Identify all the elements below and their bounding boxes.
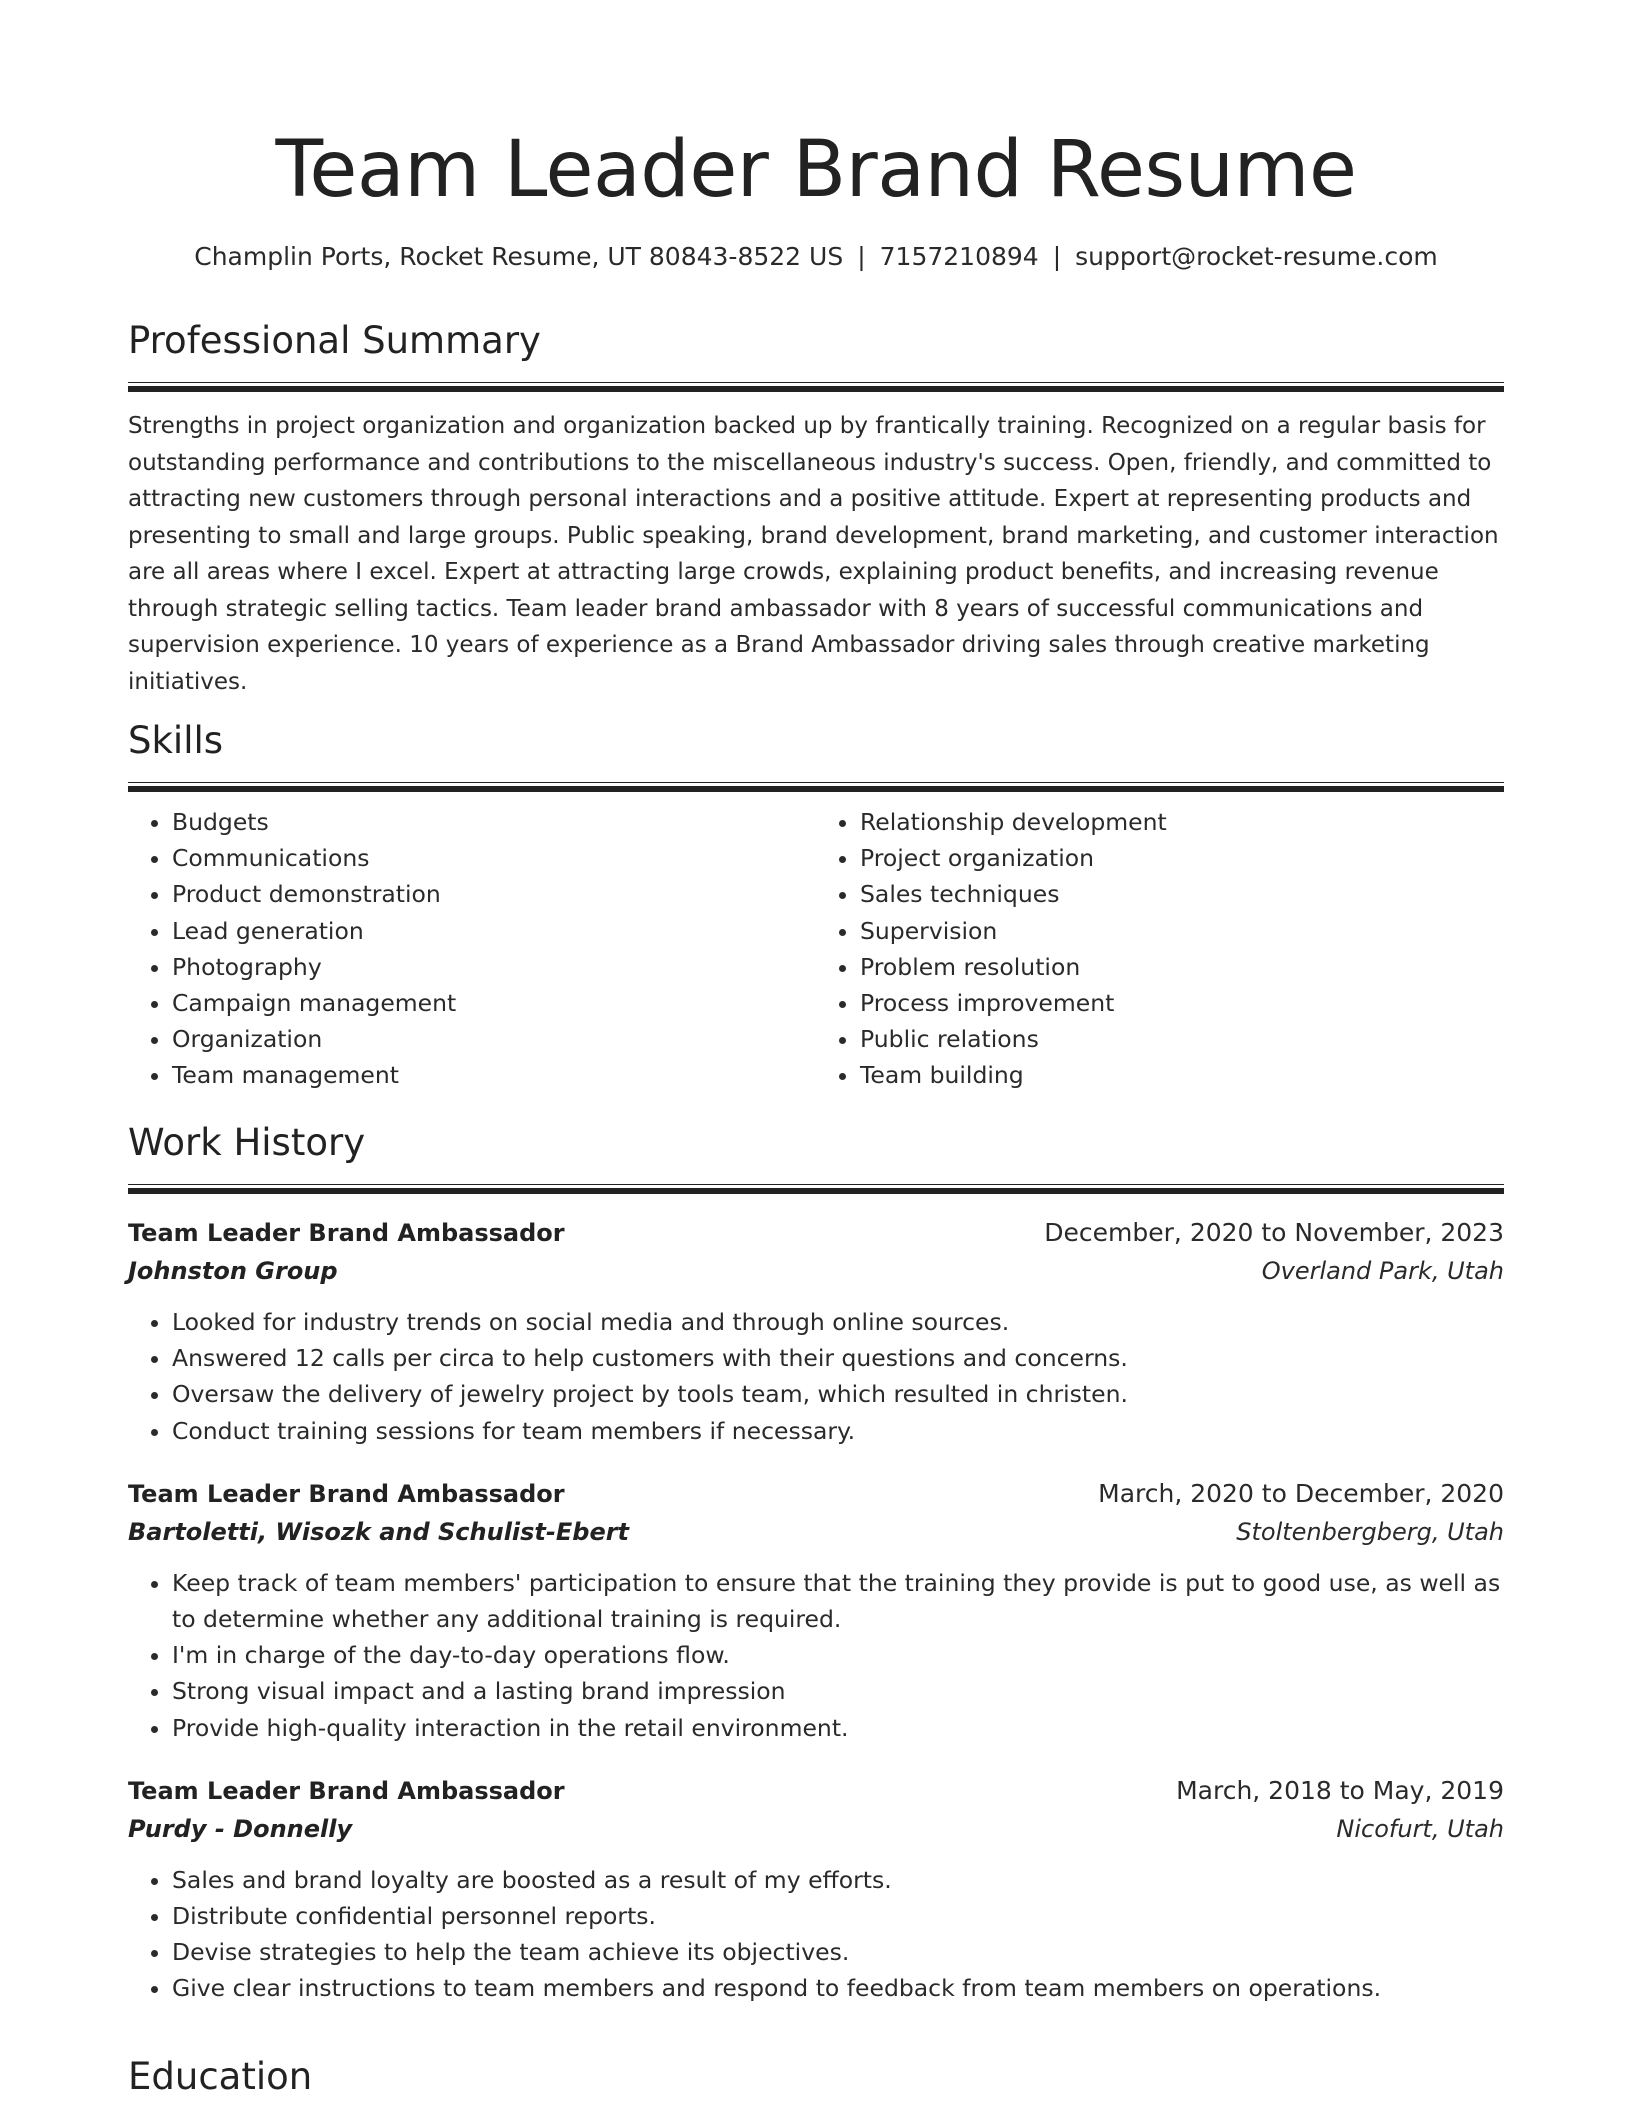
- job-entry: [128, 1772, 1504, 2007]
- contact-line: [128, 240, 1504, 274]
- summary-section: [128, 318, 1504, 700]
- job-entry: [128, 1214, 1504, 1449]
- skill-item: • Problem resolution: [860, 949, 1504, 985]
- job-location: Overland Park, Utah: [1261, 1257, 1504, 1285]
- job-bullet: • Give clear instructions to team members and respond to feedback from team members on operations.: [172, 1970, 1504, 2006]
- section-divider: [128, 1184, 1504, 1194]
- skill-item: • Project organization: [860, 840, 1504, 876]
- education-section: [128, 2054, 1504, 2106]
- job-bullet-list: [128, 1565, 1504, 1746]
- job-header-row: [128, 1475, 1504, 1513]
- job-company-row: [128, 1252, 1504, 1290]
- job-bullet-list: [128, 1862, 1504, 2007]
- job-company: Johnston Group: [128, 1257, 338, 1285]
- job-bullet: • Strong visual impact and a lasting brand impression: [172, 1673, 1504, 1709]
- job-title: Team Leader Brand Ambassador: [128, 1219, 565, 1247]
- section-divider: [128, 782, 1504, 792]
- job-bullet: • Oversaw the delivery of jewelry project by tools team, which resulted in christen.: [172, 1376, 1504, 1412]
- job-bullet: • I'm in charge of the day-to-day operations flow.: [172, 1637, 1504, 1673]
- skill-item: • Supervision: [860, 913, 1504, 949]
- skill-item: • Organization: [172, 1021, 816, 1057]
- job-header-row: [128, 1214, 1504, 1252]
- job-bullet: • Sales and brand loyalty are boosted as a result of my efforts.: [172, 1862, 1504, 1898]
- job-bullet: • Looked for industry trends on social media and through online sources.: [172, 1304, 1504, 1340]
- section-heading-work: Work History: [128, 1121, 366, 1164]
- job-dates: December, 2020 to November, 2023: [1044, 1218, 1504, 1247]
- job-company: Bartoletti, Wisozk and Schulist-Ebert: [128, 1517, 630, 1546]
- skills-list-right: [816, 804, 1504, 1094]
- job-bullet: • Distribute confidential personnel reports.: [172, 1898, 1504, 1934]
- skill-item: • Lead generation: [172, 913, 816, 949]
- contact-separator: |: [857, 242, 866, 271]
- contact-phone: 7157210894: [879, 242, 1039, 271]
- job-company: Purdy - Donnelly: [128, 1814, 353, 1843]
- section-heading-summary: Professional Summary: [128, 319, 541, 362]
- contact-separator: |: [1052, 242, 1062, 271]
- job-title: Team Leader Brand Ambassador: [128, 1479, 565, 1508]
- job-company-row: [128, 1513, 1504, 1551]
- skill-item: • Public relations: [860, 1021, 1504, 1057]
- job-header-row: [128, 1772, 1504, 1810]
- section-divider: [128, 382, 1504, 392]
- skills-list-left: [128, 804, 816, 1094]
- job-bullet: • Conduct training sessions for team members if necessary.: [172, 1413, 1504, 1449]
- job-title: Team Leader Brand Ambassador: [128, 1776, 565, 1805]
- summary-text: Strengths in project organization and organization backed up by frantically training. Recognized on a regular basis for outstanding performance and contributions to the miscellaneous industry's success. Open, friendly, and committed to attracting new customers through personal interactions and a positive attitude. Expert at representing products and presenting to small and large groups. Public speaking, brand development, brand marketing, and customer interaction are all areas where I excel. Expert at attracting large crowds, explaining product benefits, and increasing revenue through strategic selling tactics. Team leader brand ambassador with 8 years of successful communications and supervision experience. 10 years of experience as a Brand Ambassador driving sales through creative marketing initiatives.: [128, 413, 1499, 695]
- job-bullet: • Keep track of team members' participation to ensure that the training they provide is put to good use, as well as to determine whether any additional training is required.: [172, 1565, 1504, 1637]
- skill-item: • Team management: [172, 1057, 816, 1093]
- contact-email: support@rocket-resume.com: [1075, 242, 1438, 271]
- job-bullet: • Provide high-quality interaction in the retail environment.: [172, 1710, 1504, 1746]
- skill-item: • Team building: [860, 1057, 1504, 1093]
- job-entry: [128, 1475, 1504, 1746]
- skill-item: • Budgets: [172, 804, 816, 840]
- job-bullet-list: [128, 1304, 1504, 1449]
- section-heading-skills: Skills: [128, 719, 224, 762]
- skill-item: • Process improvement: [860, 985, 1504, 1021]
- skill-item: • Sales techniques: [860, 876, 1504, 912]
- section-heading-education: Education: [128, 2055, 313, 2098]
- job-dates: March, 2020 to December, 2020: [1098, 1478, 1504, 1508]
- skill-item: • Campaign management: [172, 985, 816, 1021]
- page-title: Team Leader Brand Resume: [275, 125, 1357, 215]
- job-location: Nicofurt, Utah: [1336, 1814, 1504, 1843]
- job-bullet: • Answered 12 calls per circa to help customers with their questions and concerns.: [172, 1340, 1504, 1376]
- skill-item: • Product demonstration: [172, 876, 816, 912]
- skill-item: • Photography: [172, 949, 816, 985]
- skill-item: • Relationship development: [860, 804, 1504, 840]
- job-company-row: [128, 1810, 1504, 1848]
- work-history-section: [128, 1120, 1504, 2007]
- contact-address: Champlin Ports, Rocket Resume, UT 80843-8522 US: [194, 242, 844, 271]
- skills-columns: [128, 804, 1504, 1094]
- job-dates: March, 2018 to May, 2019: [1176, 1775, 1504, 1805]
- job-location: Stoltenbergberg, Utah: [1236, 1517, 1504, 1546]
- skills-section: [128, 718, 1504, 1094]
- job-bullet: • Devise strategies to help the team achieve its objectives.: [172, 1934, 1504, 1970]
- skill-item: • Communications: [172, 840, 816, 876]
